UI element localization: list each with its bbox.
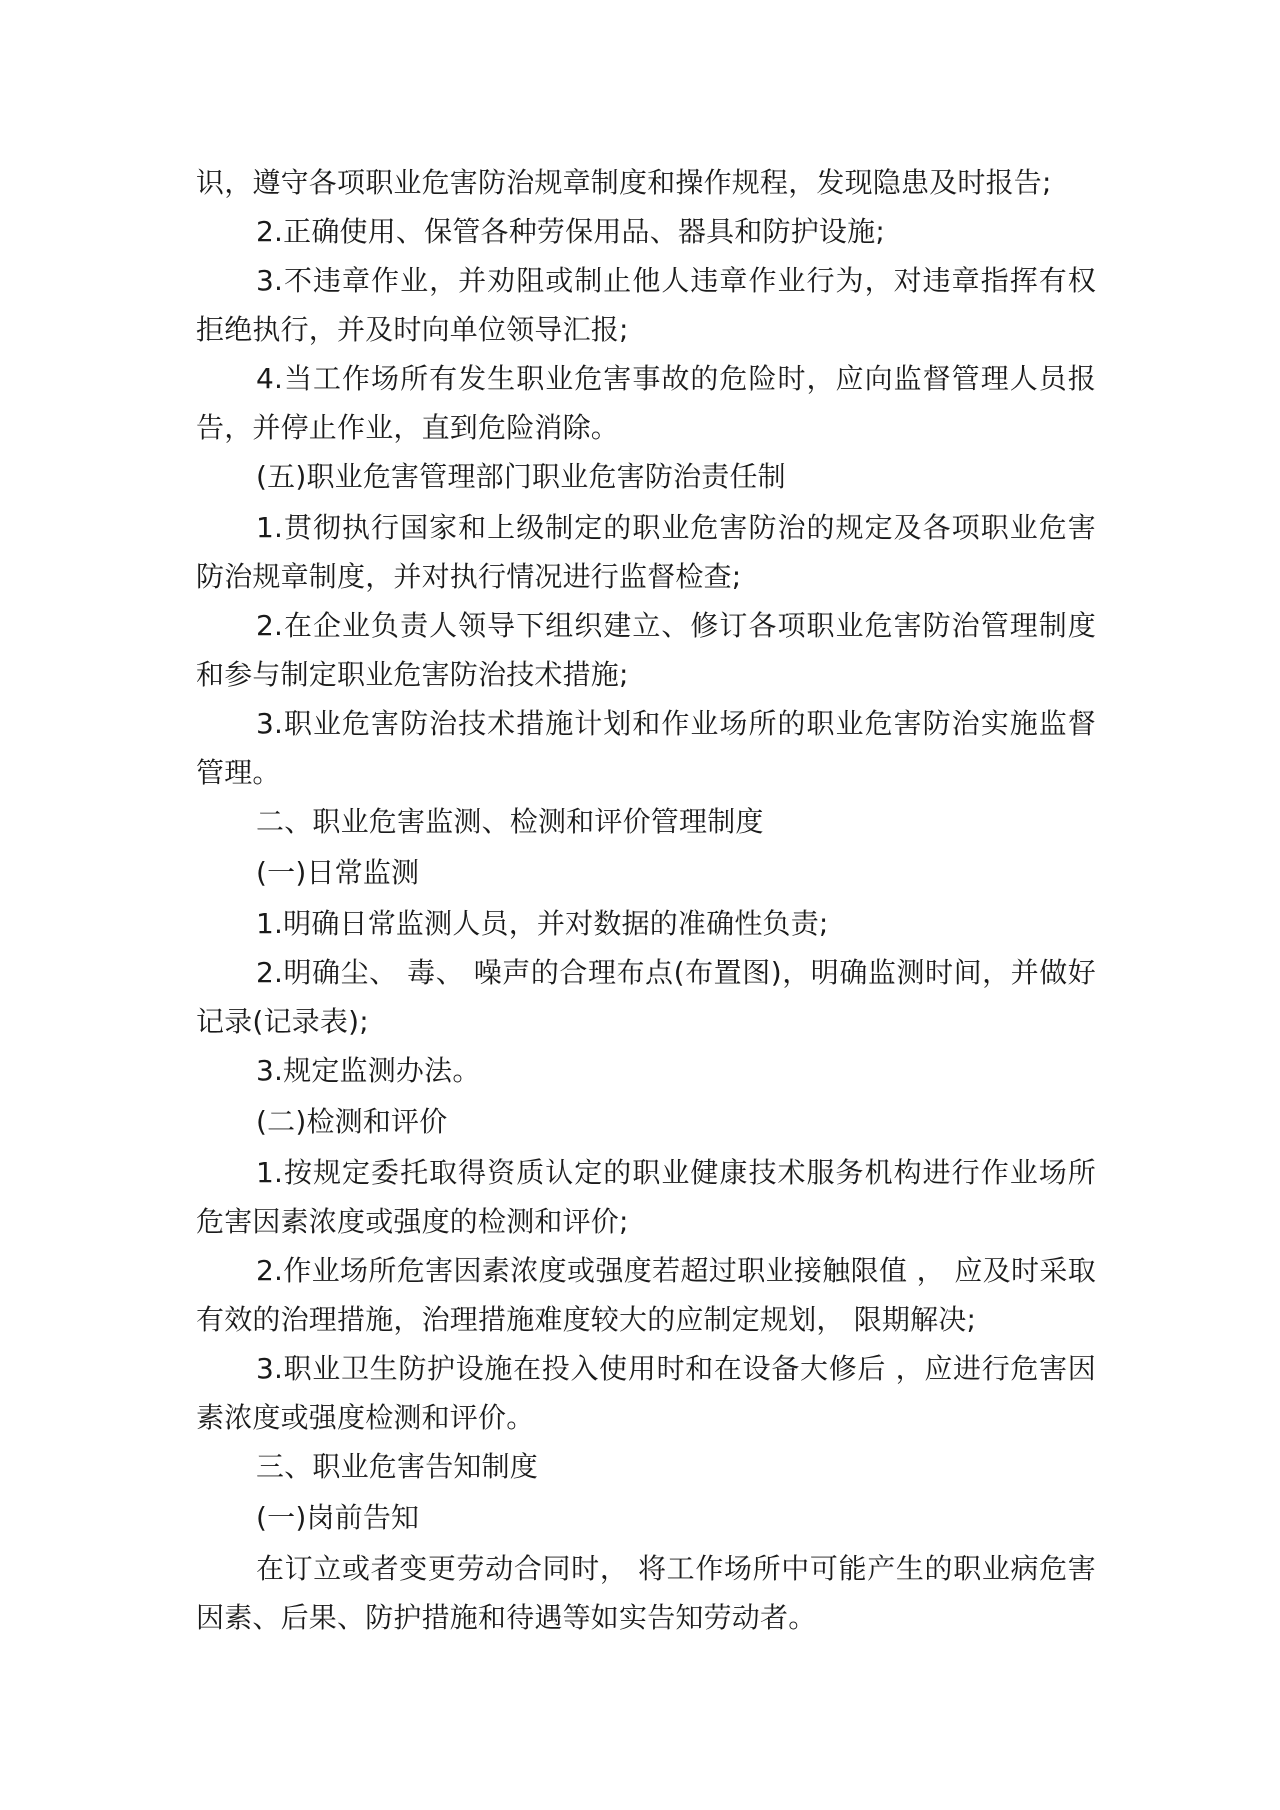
chapter-heading: 二、职业危害监测、检测和评价管理制度 <box>256 805 764 838</box>
paragraph-item: 1.明确日常监测人员，并对数据的准确性负责; <box>256 907 829 940</box>
paragraph-item: 2.作业场所危害因素浓度或强度若超过职业接触限值 ， 应及时采取有效的治理措施，治理措施难度较大的应制定规划， 限期解决; <box>196 1254 1096 1336</box>
paragraph-item: 4.当工作场所有发生职业危害事故的危险时，应向监督管理人员报告，并停止作业，直到危险消除。 <box>196 362 1096 444</box>
paragraph-continuation: 识，遵守各项职业危害防治规章制度和操作规程，发现隐患及时报告; <box>196 166 1052 199</box>
paragraph-item: 1.贯彻执行国家和上级制定的职业危害防治的规定及各项职业危害防治规章制度，并对执行情况进行监督检查; <box>196 511 1096 593</box>
paragraph-item: 3.职业危害防治技术措施计划和作业场所的职业危害防治实施监督管理。 <box>196 707 1096 789</box>
paragraph-item: 2.正确使用、保管各种劳保用品、器具和防护设施; <box>256 215 885 248</box>
paragraph-item: 3.规定监测办法。 <box>256 1054 481 1087</box>
paragraph-item: 在订立或者变更劳动合同时， 将工作场所中可能产生的职业病危害因素、后果、防护措施和待遇等如实告知劳动者。 <box>196 1552 1096 1634</box>
paragraph-item: 3.不违章作业，并劝阻或制止他人违章作业行为，对违章指挥有权拒绝执行，并及时向单位领导汇报; <box>196 264 1096 346</box>
document-body <box>196 158 1096 1642</box>
paragraph-item: 2.在企业负责人领导下组织建立、修订各项职业危害防治管理制度和参与制定职业危害防治技术措施; <box>196 609 1096 691</box>
section-heading: (一)岗前告知 <box>256 1501 420 1534</box>
paragraph-item: 3.职业卫生防护设施在投入使用时和在设备大修后 ，应进行危害因素浓度或强度检测和评价。 <box>196 1352 1096 1434</box>
section-heading: (五)职业危害管理部门职业危害防治责任制 <box>256 460 786 493</box>
section-heading: (一)日常监测 <box>256 856 420 889</box>
section-heading: (二)检测和评价 <box>256 1105 448 1138</box>
paragraph-item: 1.按规定委托取得资质认定的职业健康技术服务机构进行作业场所危害因素浓度或强度的检测和评价; <box>196 1156 1096 1238</box>
chapter-heading: 三、职业危害告知制度 <box>256 1450 539 1483</box>
paragraph-item: 2.明确尘、 毒、 噪声的合理布点(布置图)，明确监测时间，并做好记录(记录表); <box>196 956 1096 1038</box>
